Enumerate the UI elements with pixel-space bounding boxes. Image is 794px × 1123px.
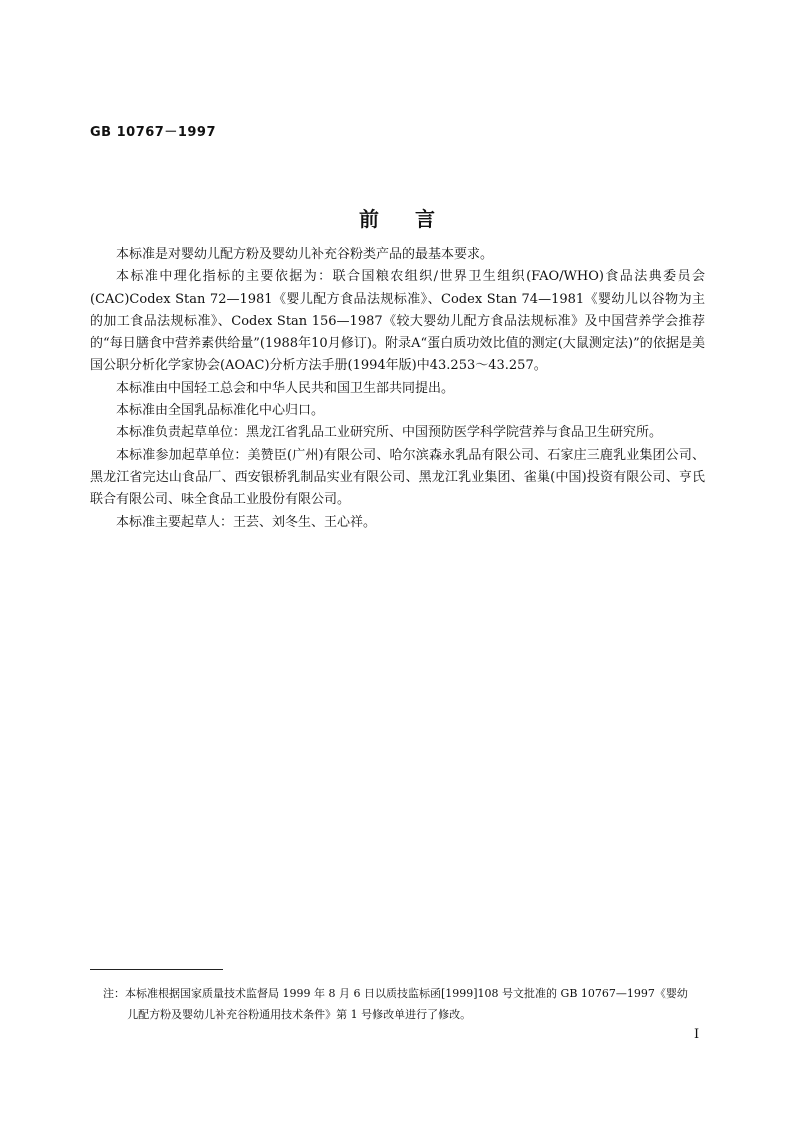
footnote-line-1: 注：本标准根据国家质量技术监督局 1999 年 8 月 6 日以质技监标函[1999]108 号文批准的 GB 10767—1997《婴幼 — [103, 987, 688, 1000]
paragraph-main-drafters: 本标准主要起草人：王芸、刘冬生、王心祥。 — [116, 514, 377, 530]
page-number: I — [694, 1027, 700, 1042]
paragraph-responsible-drafters: 本标准负责起草单位：黑龙江省乳品工业研究所、中国预防医学科学院营养与食品卫生研究所。 — [116, 425, 663, 441]
page-title: 前言 — [359, 207, 471, 231]
footnote — [103, 983, 703, 1025]
standard-code: GB 10767－1997 — [90, 125, 217, 140]
paragraph-basis: 本标准中理化指标的主要依据为：联合国粮农组织/世界卫生组织(FAO/WHO)食品法典委员会(CAC)Codex Stan 72—1981《婴儿配方食品法规标准》、Codex Stan 74—1981《婴幼儿以谷物为主的加工食品法规标准》、Codex Stan 156—1987《较大婴幼儿配方食品法规标准》及中国营养学会推荐的“每日膳食中营养素供给量”(1988年10月修订)。附录A“蛋白质功效比值的测定(大鼠测定法)”的依据是美国公职分析化学家协会(AOAC)分析方法手册(1994年版)中43.253～43.257。 — [90, 269, 705, 374]
footnote-line-2: 儿配方粉及婴幼儿补充谷粉通用技术条件》第 1 号修改单进行了修改。 — [127, 1008, 472, 1021]
paragraph-administrator: 本标准由全国乳品标准化中心归口。 — [116, 403, 325, 419]
paragraph-participating-drafters: 本标准参加起草单位：美赞臣(广州)有限公司、哈尔滨森永乳品有限公司、石家庄三鹿乳业集团公司、黑龙江省完达山食品厂、西安银桥乳制品实业有限公司、黑龙江乳业集团、雀巢(中国)投资有限公司、亨氏联合有限公司、味全食品工业股份有限公司。 — [90, 447, 705, 508]
paragraph-proposer: 本标准由中国轻工总会和中华人民共和国卫生部共同提出。 — [116, 380, 455, 396]
foreword-body — [90, 244, 705, 534]
paragraph-scope: 本标准是对婴幼儿配方粉及婴幼儿补充谷粉类产品的最基本要求。 — [116, 247, 494, 262]
footnote-divider — [90, 969, 223, 970]
